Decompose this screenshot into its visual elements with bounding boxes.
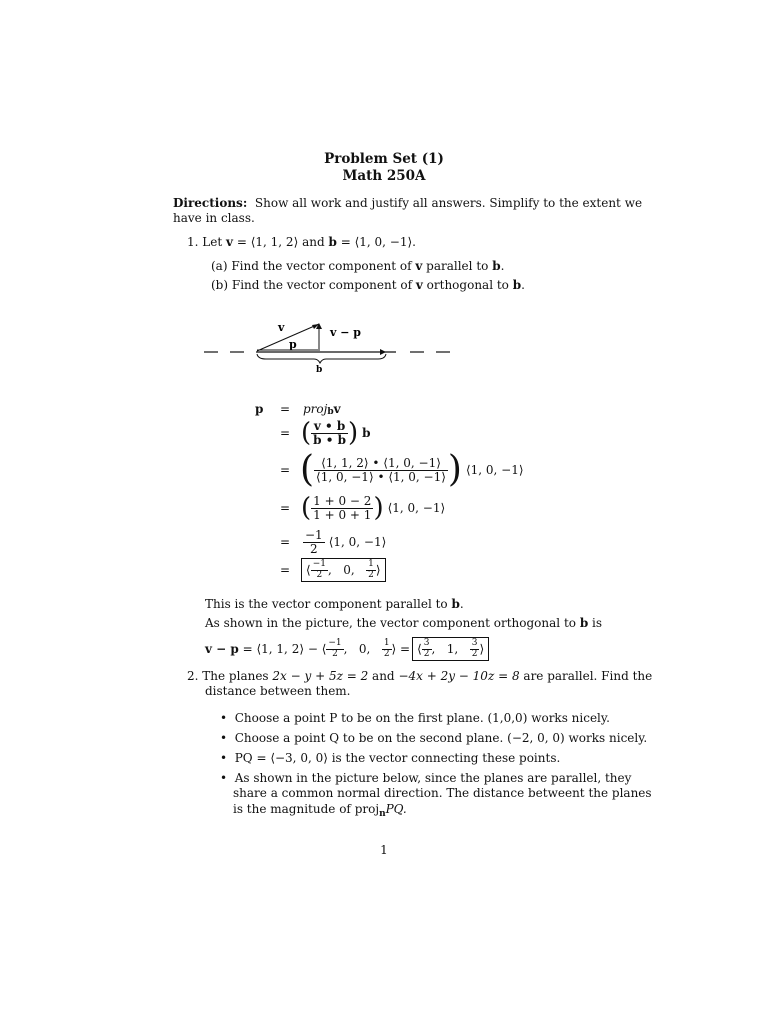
vp-result-z-num: 3 (471, 638, 478, 649)
vp-result-x-den: 2 (423, 648, 430, 659)
vector-v-symbol: v (415, 278, 423, 292)
derivation-line-3: = ( $\frac{⟨1, 1, 2⟩ • ⟨1, 0, -1⟩}{⟨1, 0, -1⟩ • ⟨1, 0, -1⟩}$ ) ⟨1, 0, −1⟩ (279, 449, 524, 490)
part-b-label: (b) (211, 278, 229, 292)
problem2-text-c: are parallel. Find the (519, 669, 653, 683)
bullet-2 (220, 731, 647, 745)
problem2-line1 (187, 669, 652, 683)
vp-eq-mid: , 0, (343, 642, 382, 656)
frac4-den: 2 (310, 541, 318, 556)
angle-open: ⟨ (306, 563, 311, 577)
proj-subscript: b (327, 407, 334, 417)
diagram-vp-label: v − p (330, 326, 361, 339)
vp-eq: = ⟨1, 1, 2⟩ − ⟨ (242, 642, 327, 656)
vector-v-value: ⟨1, 1, 2⟩ (250, 235, 299, 249)
plane2-equation: −4x + 2y − 10z = 8 (398, 669, 520, 683)
vp-result-x-num: 3 (423, 638, 430, 649)
vector-b-symbol: b (579, 616, 589, 630)
result-z-num: 1 (368, 559, 374, 570)
directions-line1 (173, 196, 642, 210)
b-symbol: b (362, 426, 371, 440)
derivation-line-4: = ( $\frac{1 + 0 - 2}{1 + 0 + 1}$ ) ⟨1, 0, −1⟩ (279, 493, 446, 523)
parallel-to: parallel to (426, 259, 489, 273)
angle-close: ⟩ (479, 642, 485, 656)
directions-line2: have in class. (173, 211, 255, 225)
p-symbol: p (255, 402, 264, 416)
diagram-p-label: p (289, 338, 297, 351)
problem2-text-b: and (368, 669, 399, 683)
part-b (211, 278, 525, 292)
bullet-2-text: Choose a point Q to be on the second plane. (−2, 0, 0) works nicely. (234, 731, 648, 745)
vector-v-symbol: v (415, 259, 423, 273)
result-x-num: −1 (312, 559, 326, 570)
conclusion1-text: This is the vector component parallel to (205, 597, 448, 611)
vector-b-value: ⟨1, 0, −1⟩. (354, 235, 416, 249)
frac1-num: v • b (311, 420, 348, 434)
projection-diagram (200, 315, 460, 377)
bullet-1-text: Choose a point P to be on the first plane. (1,0,0) works nicely. (234, 711, 610, 725)
vector-b-symbol: b (512, 278, 522, 292)
derivation-line-6: = ⟨ $\frac{-1}{2}$ , 0, $\frac{1}{2}$ ⟩ (255, 557, 386, 583)
vp-expr: v − p (205, 642, 239, 656)
problem1-number: 1. (187, 235, 199, 249)
b-brace (257, 354, 386, 363)
proj-v: v (333, 402, 341, 416)
bullet-4-line3 (233, 802, 407, 819)
is-word: is (592, 616, 603, 630)
plane1-equation: 2x − y + 5z = 2 (272, 669, 369, 683)
derivation-line-5: = $\frac{-1}{2}$ ⟨1, 0, −1⟩ (279, 527, 387, 556)
bullet-4-line3-b: PQ. (385, 802, 407, 816)
bullet-dot: • (220, 751, 228, 765)
problem2-text-a: The planes (202, 669, 273, 683)
result-z-den: 2 (368, 569, 374, 580)
problem2-number: 2. (187, 669, 199, 683)
vector-b-symbol: b (492, 259, 501, 273)
result-x-den: 2 (316, 569, 323, 580)
frac3-num: 1 + 0 − 2 (313, 493, 372, 508)
problem1-let: Let (202, 235, 223, 249)
frac4-num: −1 (305, 527, 323, 542)
vec-b: ⟨1, 0, −1⟩ (328, 535, 387, 549)
vector-b-symbol: b (328, 235, 337, 249)
vp-eq-end: ⟩ = (391, 642, 411, 656)
vp-result-z-den: 2 (471, 648, 478, 659)
bullet-dot: • (220, 731, 228, 745)
bullet-4-line1: As shown in the picture below, since the planes are parallel, they (234, 771, 632, 785)
directions-text: Show all work and justify all answers. Simplify to the extent we (254, 196, 643, 210)
bullet-dot: • (220, 711, 228, 725)
equals-sign: = (236, 235, 247, 249)
problem2-line2: distance between them. (205, 684, 351, 698)
conclusion2-text: As shown in the picture, the vector component orthogonal to (205, 616, 576, 630)
equals-sign: = (340, 235, 351, 249)
p-result-box: ⟨ $\frac{-1}{2}$ , 0, $\frac{1}{2}$ ⟩ (301, 558, 386, 582)
bullet-3-text: PQ = ⟨−3, 0, 0⟩ is the vector connecting these points. (234, 751, 561, 765)
vector-b-symbol: b (451, 597, 460, 611)
b-arrowhead (380, 349, 386, 355)
page-number: 1 (380, 843, 388, 857)
vp-z-den: 2 (383, 648, 390, 659)
derivation-line-2: = ( $\frac{v • b}{b • b}$ ) b (279, 418, 371, 448)
frac2-num: ⟨1, 1, 2⟩ • ⟨1, 0, −1⟩ (314, 457, 448, 471)
part-a-label: (a) (211, 259, 228, 273)
v-vector (257, 324, 319, 351)
result-y: 0, (343, 563, 355, 577)
period: . (521, 278, 525, 292)
part-a (211, 259, 504, 273)
bullet-dot: • (220, 771, 228, 785)
and-word: and (302, 235, 325, 249)
period: . (500, 259, 505, 273)
proj-subscript-n: n (379, 809, 386, 819)
problem1-statement (187, 235, 416, 249)
vp-result-y: 1, (446, 642, 459, 656)
angle-close: ⟩ (375, 563, 381, 577)
conclusion-1 (205, 597, 464, 611)
bullet-4-line2: share a common normal direction. The distance betweent the planes (233, 786, 652, 800)
vp-x-den: 2 (332, 648, 338, 659)
vp-x-num: −1 (328, 638, 342, 649)
part-b-text: Find the vector component of (231, 278, 413, 292)
diagram-v-label: v (278, 321, 285, 334)
bullet-3 (220, 751, 560, 765)
vector-v-symbol: v (226, 235, 233, 249)
diagram-b-label: b (316, 365, 323, 375)
bullet-4-line3-a: is the magnitude of proj (233, 802, 380, 816)
frac3-den: 1 + 0 + 1 (313, 507, 372, 522)
angle-open: ⟨ (417, 642, 422, 656)
bullet-1 (220, 711, 610, 725)
vp-result-box: ⟨ $\frac{3}{2}$ , 1, $\frac{3}{2}$ ⟩ (412, 637, 489, 661)
vp-z-num: 1 (383, 638, 390, 649)
derivation-line-1: p = proj b v (255, 402, 341, 417)
conclusion-2 (205, 616, 602, 630)
page-subtitle: Math 250A (342, 168, 426, 184)
bullet-4 (220, 771, 631, 785)
frac2-den: ⟨1, 0, −1⟩ • ⟨1, 0, −1⟩ (316, 469, 446, 484)
vp-computation (205, 636, 489, 662)
orthogonal-to: orthogonal to (426, 278, 509, 292)
proj-word: proj (303, 402, 328, 416)
directions-label: Directions: (173, 196, 248, 210)
page-title: Problem Set (1) (324, 151, 444, 167)
period: . (459, 597, 464, 611)
frac1-den: b • b (313, 432, 346, 447)
vec-b: ⟨1, 0, −1⟩ (387, 501, 446, 515)
vec-b: ⟨1, 0, −1⟩ (465, 463, 524, 477)
part-a-text: Find the vector component of (231, 259, 412, 273)
